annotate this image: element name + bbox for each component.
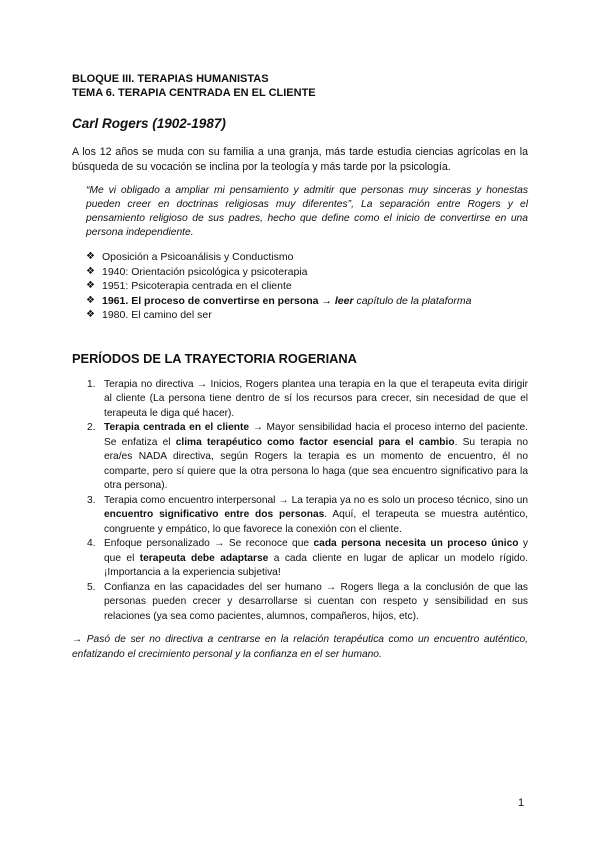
timeline-item: ❖ Oposición a Psicoanálisis y Conductismo <box>86 251 294 263</box>
timeline-item: ❖ 1980. El camino del ser <box>86 309 212 321</box>
period-item: 2. Terapia centrada en el cliente → Mayor sensibilidad hacia el proceso interno del paciente. Se enfatiza el clima terapéutico como factor esencial para el cambio. Su terapia no era/es NADA directiva, según Rogers la terapia es un momento de encuentro, él no comparte, pero sí quiere que la otra persona lo haga (que sea encuentro significativo para la otra persona). <box>87 422 529 491</box>
author-title: Carl Rogers (1902-1987) <box>72 116 226 131</box>
diamond-bullet-icon: ❖ <box>86 309 95 320</box>
diamond-bullet-icon: ❖ <box>86 294 95 306</box>
period-item: 3. Terapia como encuentro interpersonal → La terapia ya no es solo un proceso técnico, sino un encuentro significativo entre dos personas. Aquí, el terapeuta se muestra auténtico, congruente y empático, lo que favorece la conexión con el cliente. <box>87 494 528 535</box>
diamond-bullet-icon: ❖ <box>86 265 95 277</box>
intro-paragraph: A los 12 años se muda con su familia a una granja, más tarde estudia ciencias agrícolas en la búsqueda de su vocación se inclina por la teología y más tarde por la psicología. <box>72 146 528 173</box>
page-number: 1 <box>518 797 525 809</box>
timeline-list <box>72 250 528 323</box>
periods-list <box>72 378 528 625</box>
diamond-bullet-icon: ❖ <box>86 251 95 262</box>
quote-text: “Me vi obligado a ampliar mi pensamiento y admitir que personas muy sinceras y honestas pueden creer en doctrinas religiosas muy diferentes” <box>86 185 528 210</box>
timeline-item-highlight: ❖ 1961. El proceso de convertirse en persona → leer capítulo de la plataforma <box>86 294 472 307</box>
timeline-item: ❖ 1951: Psicoterapia centrada en el cliente <box>86 280 292 292</box>
timeline-item: ❖ 1940: Orientación psicológica y psicoterapia <box>86 265 308 278</box>
diamond-bullet-icon: ❖ <box>86 280 95 291</box>
period-item: 1. Terapia no directiva → Inicios, Rogers plantea una terapia en la que el terapeuta evita dirigir al cliente (La persona tiene dentro de sí los recursos para crecer, sin necesidad de que el terapeuta le diga qué hacer). <box>87 378 528 419</box>
section-title: PERÍODOS DE LA TRAYECTORIA ROGERIANA <box>72 350 357 366</box>
quote-note: , La separación entre Rogers y el pensamiento religioso de sus padres, hecho que define como el inicio de convertirse en una persona independiente. <box>86 199 528 238</box>
block-heading: BLOQUE III. TERAPIAS HUMANISTAS <box>72 73 269 85</box>
conclusion-paragraph: → Pasó de ser no directiva a centrarse en la relación terapéutica como un encuentro auténtico, enfatizando el crecimiento personal y la confianza en el ser humano. <box>72 634 528 660</box>
document-page <box>72 72 528 662</box>
period-item: 5. Confianza en las capacidades del ser humano → Rogers llega a la conclusión de que las personas pueden crecer y desarrollarse si cuentan con respeto y sensibilidad en sus relaciones (ya sea como pacientes, alumnos, compañeros, hijos, etc). <box>87 581 528 622</box>
quote-paragraph <box>72 184 528 240</box>
period-item: 4. Enfoque personalizado → Se reconoce que cada persona necesita un proceso único y que el terapeuta debe adaptarse a cada cliente en lugar de aplicar un modelo rígido. ¡Importancia a la experiencia subjetiva! <box>87 538 528 578</box>
topic-heading: TEMA 6. TERAPIA CENTRADA EN EL CLIENTE <box>72 87 316 99</box>
